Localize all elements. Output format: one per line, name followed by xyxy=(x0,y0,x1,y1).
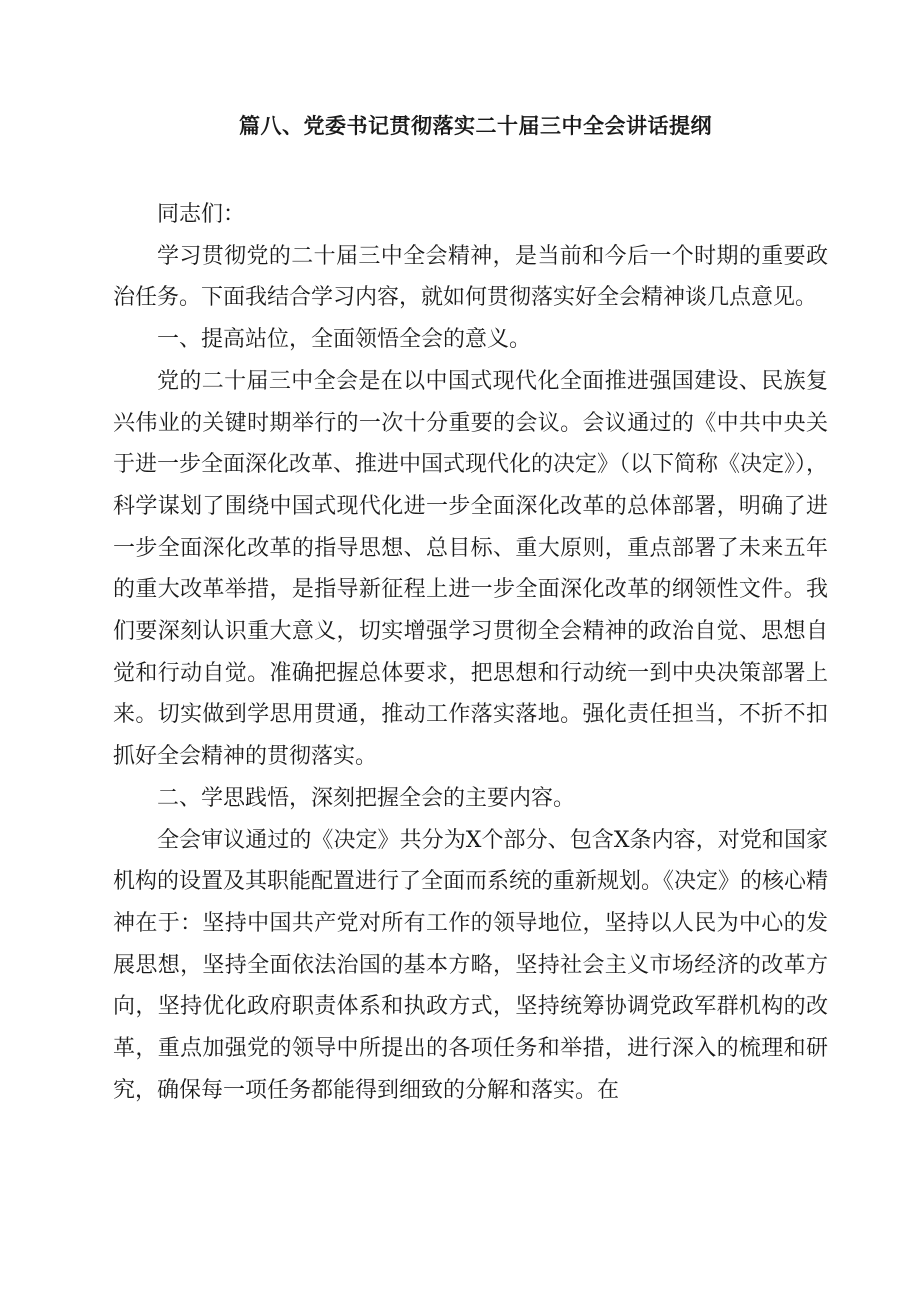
section-heading-1: 一、提高站位，全面领悟全会的意义。 xyxy=(157,327,532,353)
section-1-paragraph: 党的二十届三中全会是在以中国式现代化全面推进强国建设、民族复兴伟业的关键时期举行的一次十分重要的会议。会议通过的《中共中央关于进一步全面深化改革、推进中国式现代化的决定》（以下简称《决定》），科学谋划了围绕中国式现代化进一步全面深化改革的总体部署，明确了进一步全面深化改革的指导思想、总目标、重大原则，重点部署了未来五年的重大改革举措，是指导新征程上进一步全面深化改革的纲领性文件。我们要深刻认识重大意义，切实增强学习贯彻全会精神的政治自觉、思想自觉和行动自觉。准确把握总体要求，把思想和行动统一到中央决策部署上来。切实做到学思用贯通，推动工作落实落地。强化责任担当，不折不扣抓好全会精神的贯彻落实。 xyxy=(113,368,829,770)
document-body xyxy=(113,194,828,1111)
section-2-paragraph: 全会审议通过的《决定》共分为X个部分、包含X条内容，对党和国家机构的设置及其职能配置进行了全面而系统的重新规划。《决定》的核心精神在于：坚持中国共产党对所有工作的领导地位，坚持以人民为中心的发展思想，坚持全面依法治国的基本方略，坚持社会主义市场经济的改革方向，坚持优化政府职责体系和执政方式，坚持统筹协调党政军群机构的改革，重点加强党的领导中所提出的各项任务和举措，进行深入的梳理和研究，确保每一项任务都能得到细致的分解和落实。在 xyxy=(113,827,829,1103)
salutation: 同志们： xyxy=(157,202,246,227)
document-title: 篇八、党委书记贯彻落实二十届三中全会讲话提纲 xyxy=(239,113,712,138)
intro-paragraph: 学习贯彻党的二十届三中全会精神，是当前和今后一个时期的重要政治任务。下面我结合学习内容，就如何贯彻落实好全会精神谈几点意见。 xyxy=(113,243,828,311)
section-heading-2: 二、学思践悟，深刻把握全会的主要内容。 xyxy=(157,785,576,811)
